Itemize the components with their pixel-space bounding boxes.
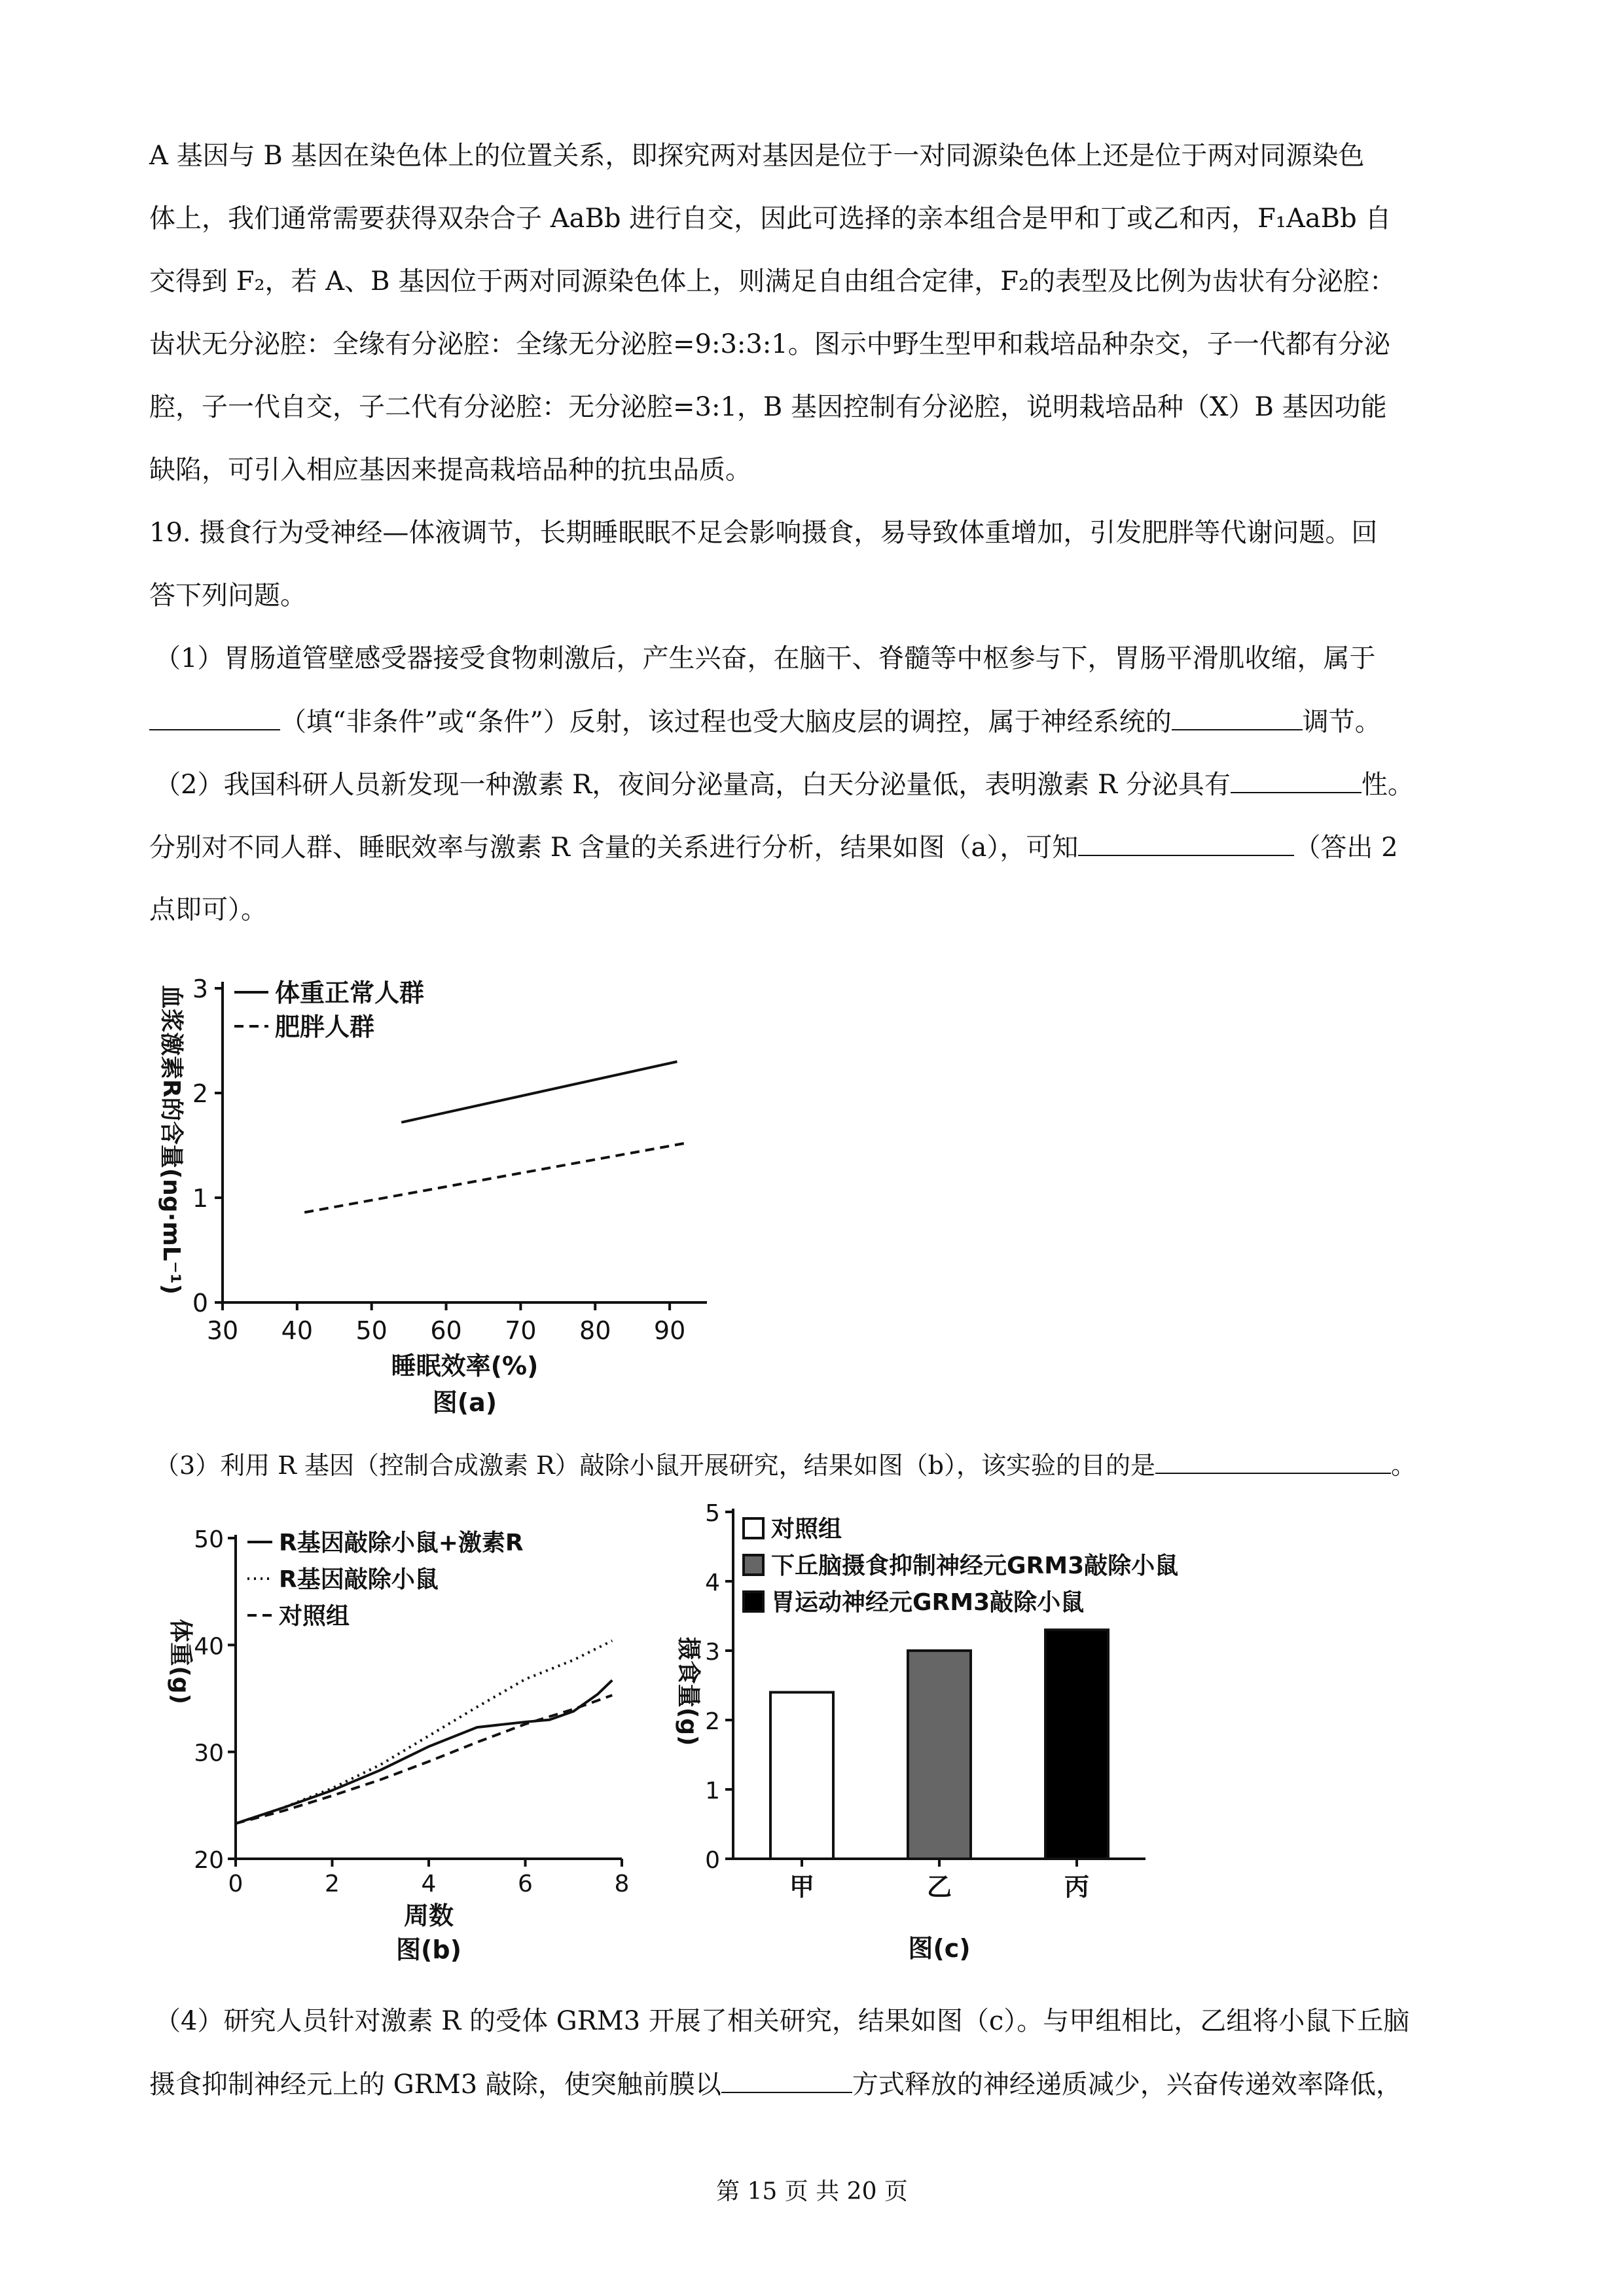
x-tick-label: 0: [228, 1871, 244, 1897]
q3-text-b: 。: [1390, 1451, 1416, 1480]
answer-blank-6[interactable]: [721, 2066, 852, 2093]
figure-b: [151, 1518, 674, 1977]
legend-label: R基因敲除小鼠+激素R: [279, 1530, 524, 1556]
bar-乙: [908, 1651, 971, 1859]
q3-line1: [154, 1446, 1416, 1484]
legend-label: 胃运动神经元GRM3敲除小鼠: [771, 1589, 1085, 1616]
legend-label: 对照组: [279, 1603, 350, 1630]
figure-title: 图(b): [396, 1935, 461, 1964]
q4-line2: [149, 2066, 1402, 2103]
y-tick-label: 1: [192, 1184, 208, 1213]
y-tick-label: 0: [192, 1289, 208, 1318]
y-tick-label: 30: [194, 1740, 224, 1767]
legend-label: 下丘脑摄食抑制神经元GRM3敲除小鼠: [771, 1552, 1179, 1579]
y-axis-label: 体重(g): [167, 1619, 194, 1705]
para1-line3: 交得到 F₂，若 A、B 基因位于两对同源染色体上，则满足自由组合定律，F₂的表型及比例为齿状有分泌腔：: [149, 266, 1396, 296]
y-tick-label: 40: [194, 1633, 224, 1660]
y-axis-label: 血浆激素R的含量(ng·mL⁻¹): [158, 985, 185, 1295]
legend-label: R基因敲除小鼠: [279, 1566, 439, 1593]
bar-丙: [1045, 1630, 1108, 1859]
x-tick-label: 40: [281, 1316, 314, 1345]
para1-line4: 齿状无分泌腔：全缘有分泌腔：全缘无分泌腔=9:3:3:1。图示中野生型甲和栽培品种杂交，子一代都有分泌: [149, 329, 1390, 359]
para1-line1: A 基因与 B 基因在染色体上的位置关系，即探究两对基因是位于一对同源染色体上还是位于两对同源染色: [149, 141, 1365, 171]
para1-line6: 缺陷，可引入相应基因来提高栽培品种的抗虫品质。: [149, 455, 751, 485]
series-line-2: [304, 1143, 685, 1213]
y-tick-label: 20: [194, 1847, 224, 1874]
x-tick-label: 80: [579, 1316, 611, 1345]
series-line-1: [401, 1062, 677, 1122]
y-tick-label: 2: [705, 1708, 720, 1735]
q4-text-b: 方式释放的神经递质减少，兴奋传递效率降低，: [852, 2070, 1402, 2100]
y-tick-label: 3: [705, 1639, 720, 1666]
legend-label: 对照组: [771, 1516, 842, 1543]
figure-title: 图(c): [908, 1934, 971, 1963]
legend-swatch: [744, 1518, 763, 1538]
q4-line1: （4）研究人员针对激素 R 的受体 GRM3 开展了相关研究，结果如图（c）。与甲组相比，乙组将小鼠下丘脑: [154, 2006, 1410, 2036]
figure-title: 图(a): [432, 1388, 497, 1417]
y-tick-label: 2: [192, 1079, 208, 1108]
answer-blank-2[interactable]: [1172, 703, 1303, 730]
x-tick-label: 60: [430, 1316, 462, 1345]
y-tick-label: 3: [192, 975, 208, 1003]
page-footer: 第 15 页 共 20 页: [716, 2178, 908, 2205]
q2-line1: [154, 766, 1414, 803]
question19-line2: 答下列问题。: [149, 581, 306, 611]
figure-b-plot: [167, 1526, 629, 1964]
figure-a: [151, 962, 740, 1433]
y-tick-label: 4: [705, 1570, 720, 1596]
x-tick-label: 50: [355, 1316, 388, 1345]
x-tick-label: 2: [325, 1871, 340, 1897]
q2-text-d: （答出 2: [1294, 833, 1398, 863]
answer-blank-1[interactable]: [149, 703, 280, 730]
x-tick-label: 4: [421, 1871, 437, 1897]
y-tick-label: 5: [705, 1500, 720, 1527]
q2-line3: 点即可）。: [149, 895, 267, 925]
q1-line2: [149, 703, 1381, 740]
para1-line5: 腔，子一代自交，子二代有分泌腔：无分泌腔=3:1，B 基因控制有分泌腔，说明栽培品种（X）B 基因功能: [149, 392, 1387, 422]
bar-甲: [770, 1693, 833, 1859]
answer-blank-3[interactable]: [1231, 766, 1362, 793]
answer-blank-5[interactable]: [1155, 1446, 1391, 1474]
legend-label: 体重正常人群: [275, 978, 425, 1007]
x-tick-label: 乙: [926, 1873, 952, 1901]
y-tick-label: 1: [705, 1778, 720, 1804]
x-axis-label: 睡眠效率(%): [391, 1352, 539, 1380]
x-tick-label: 70: [505, 1316, 537, 1345]
figure-a-plot: [158, 975, 707, 1417]
legend-swatch: [744, 1592, 763, 1611]
q1-text-b: 调节。: [1302, 707, 1381, 737]
y-axis-label: 摄食量(g): [675, 1636, 702, 1746]
q2-line2: [149, 829, 1398, 866]
legend-swatch: [744, 1555, 763, 1575]
q2-text-c: 分别对不同人群、睡眠效率与激素 R 含量的关系进行分析，结果如图（a），可知: [149, 833, 1079, 863]
series-line-2: [236, 1641, 612, 1823]
x-axis-label: 周数: [403, 1901, 454, 1930]
x-tick-label: 90: [653, 1316, 686, 1345]
y-tick-label: 0: [705, 1847, 720, 1874]
q4-text-a: 摄食抑制神经元上的 GRM3 敲除，使突触前膜以: [149, 2070, 721, 2100]
legend-label: 肥胖人群: [275, 1013, 375, 1041]
x-tick-label: 丙: [1064, 1873, 1090, 1901]
figure-c: [674, 1486, 1329, 1983]
q2-text-a: （2）我国科研人员新发现一种激素 R，夜间分泌量高，白天分泌量低，表明激素 R 分泌具有: [154, 770, 1231, 800]
q3-text-a: （3）利用 R 基因（控制合成激素 R）敲除小鼠开展研究，结果如图（b），该实验的目的是: [154, 1451, 1155, 1480]
q1-text-a: （填“非条件”或“条件”）反射，该过程也受大脑皮层的调控，属于神经系统的: [280, 707, 1172, 737]
x-tick-label: 甲: [789, 1873, 815, 1901]
y-tick-label: 50: [194, 1526, 224, 1553]
q1-line1: （1）胃肠道管壁感受器接受食物刺激后，产生兴奋，在脑干、脊髓等中枢参与下，胃肠平滑肌收缩，属于: [154, 643, 1376, 673]
answer-blank-4[interactable]: [1078, 829, 1294, 856]
x-tick-label: 30: [206, 1316, 239, 1345]
para1-line2: 体上，我们通常需要获得双杂合子 AaBb 进行自交，因此可选择的亲本组合是甲和丁或乙和丙，F₁AaBb 自: [149, 204, 1392, 234]
figure-c-plot: [675, 1500, 1178, 1963]
q2-text-b: 性。: [1361, 770, 1414, 800]
x-tick-label: 8: [614, 1871, 630, 1897]
x-tick-label: 6: [518, 1871, 533, 1897]
series-line-1: [236, 1680, 612, 1823]
question19-line1: 19. 摄食行为受神经—体液调节，长期睡眠眠不足会影响摄食，易导致体重增加，引发肥胖等代谢问题。回: [149, 518, 1378, 548]
